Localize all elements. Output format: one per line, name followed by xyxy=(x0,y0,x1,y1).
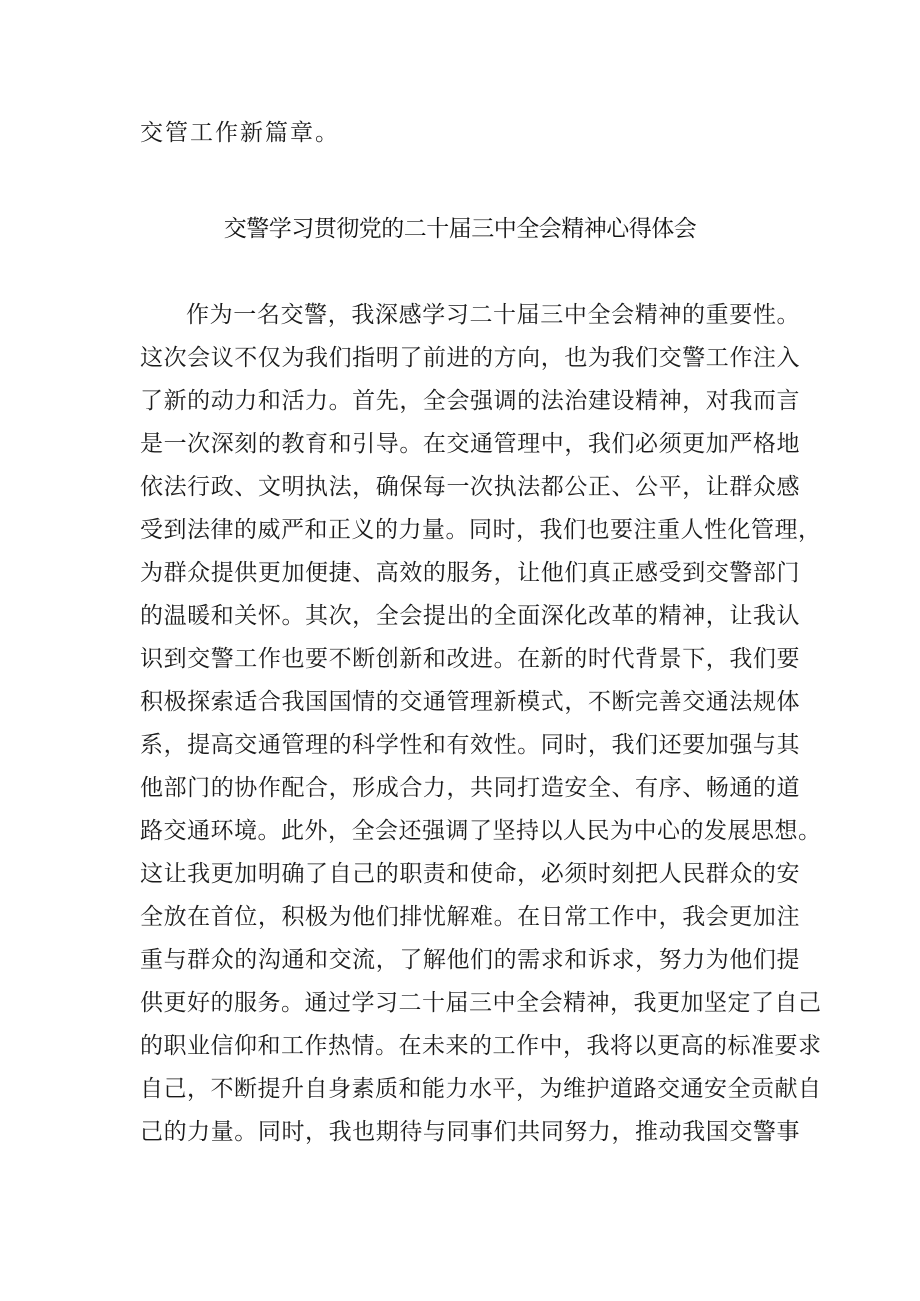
body-line: 己的力量。同时，我也期待与同事们共同努力，推动我国交警事 xyxy=(140,1119,800,1145)
body-line: 这次会议不仅为我们指明了前进的方向，也为我们交警工作注入 xyxy=(140,345,800,371)
article-title: 交警学习贯彻党的二十届三中全会精神心得体会 xyxy=(223,216,697,242)
body-line: 他部门的协作配合，形成合力，共同打造安全、有序、畅通的道 xyxy=(140,775,800,801)
body-line: 为群众提供更加便捷、高效的服务，让他们真正感受到交警部门 xyxy=(140,560,800,586)
continued-paragraph-end: 交管工作新篇章。 xyxy=(140,120,340,146)
body-line: 重与群众的沟通和交流，了解他们的需求和诉求，努力为他们提 xyxy=(140,947,800,973)
body-line: 全放在首位，积极为他们排忧解难。在日常工作中，我会更加注 xyxy=(140,904,800,930)
body-line: 作为一名交警，我深感学习二十届三中全会精神的重要性。 xyxy=(186,302,800,328)
body-line: 积极探索适合我国国情的交通管理新模式，不断完善交通法规体 xyxy=(140,689,800,715)
body-line: 这让我更加明确了自己的职责和使命，必须时刻把人民群众的安 xyxy=(140,861,800,887)
body-line: 自己，不断提升自身素质和能力水平，为维护道路交通安全贡献自 xyxy=(140,1076,822,1102)
body-line: 系，提高交通管理的科学性和有效性。同时，我们还要加强与其 xyxy=(140,732,800,758)
body-line: 受到法律的威严和正义的力量。同时，我们也要注重人性化管理， xyxy=(140,517,822,543)
body-line: 识到交警工作也要不断创新和改进。在新的时代背景下，我们要 xyxy=(140,646,800,672)
body-line: 了新的动力和活力。首先，全会强调的法治建设精神，对我而言 xyxy=(140,388,800,414)
body-line: 路交通环境。此外，全会还强调了坚持以人民为中心的发展思想。 xyxy=(140,818,822,844)
body-line: 的职业信仰和工作热情。在未来的工作中，我将以更高的标准要求 xyxy=(140,1033,822,1059)
body-line: 供更好的服务。通过学习二十届三中全会精神，我更加坚定了自己 xyxy=(140,990,822,1016)
body-line: 是一次深刻的教育和引导。在交通管理中，我们必须更加严格地 xyxy=(140,431,800,457)
body-line: 依法行政、文明执法，确保每一次执法都公正、公平，让群众感 xyxy=(140,474,800,500)
body-line: 的温暖和关怀。其次，全会提出的全面深化改革的精神，让我认 xyxy=(140,603,800,629)
